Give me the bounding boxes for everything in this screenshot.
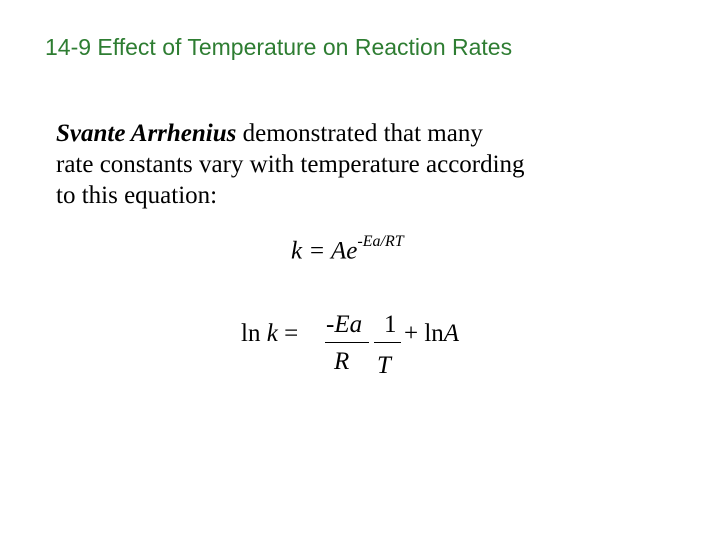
arrhenius-equation [291, 233, 404, 265]
fraction-2-bar [374, 342, 401, 343]
fraction-1-denominator: R [334, 348, 350, 375]
pre-exponential-a: A [443, 320, 460, 347]
arrhenius-equation-exponent: -Ea/RT [357, 233, 404, 250]
log-equation-lhs [241, 320, 298, 348]
log-equation-plus-ln-a [404, 320, 459, 348]
paragraph-line-1-text: demonstrated that many [236, 120, 483, 147]
body-paragraph [56, 118, 636, 211]
fraction-2-denominator: T [377, 352, 391, 379]
paragraph-line-2: rate constants vary with temperature according [56, 151, 525, 178]
paragraph-line-1 [56, 118, 636, 149]
log-equation-equals: = [277, 320, 299, 347]
plus-ln: + ln [404, 320, 444, 347]
fraction-2-numerator: 1 [384, 311, 397, 338]
log-equation-k: k [266, 320, 278, 347]
arrhenius-equation-base: k = Ae [291, 237, 358, 265]
fraction-1-numerator: -Ea [326, 311, 363, 338]
paragraph-line-3: to this equation: [56, 182, 218, 209]
log-equation-ln: ln [241, 320, 267, 347]
fraction-1-bar [325, 342, 369, 343]
scientist-name: Svante Arrhenius [56, 120, 237, 147]
slide-title: 14-9 Effect of Temperature on Reaction Rates [45, 34, 513, 60]
